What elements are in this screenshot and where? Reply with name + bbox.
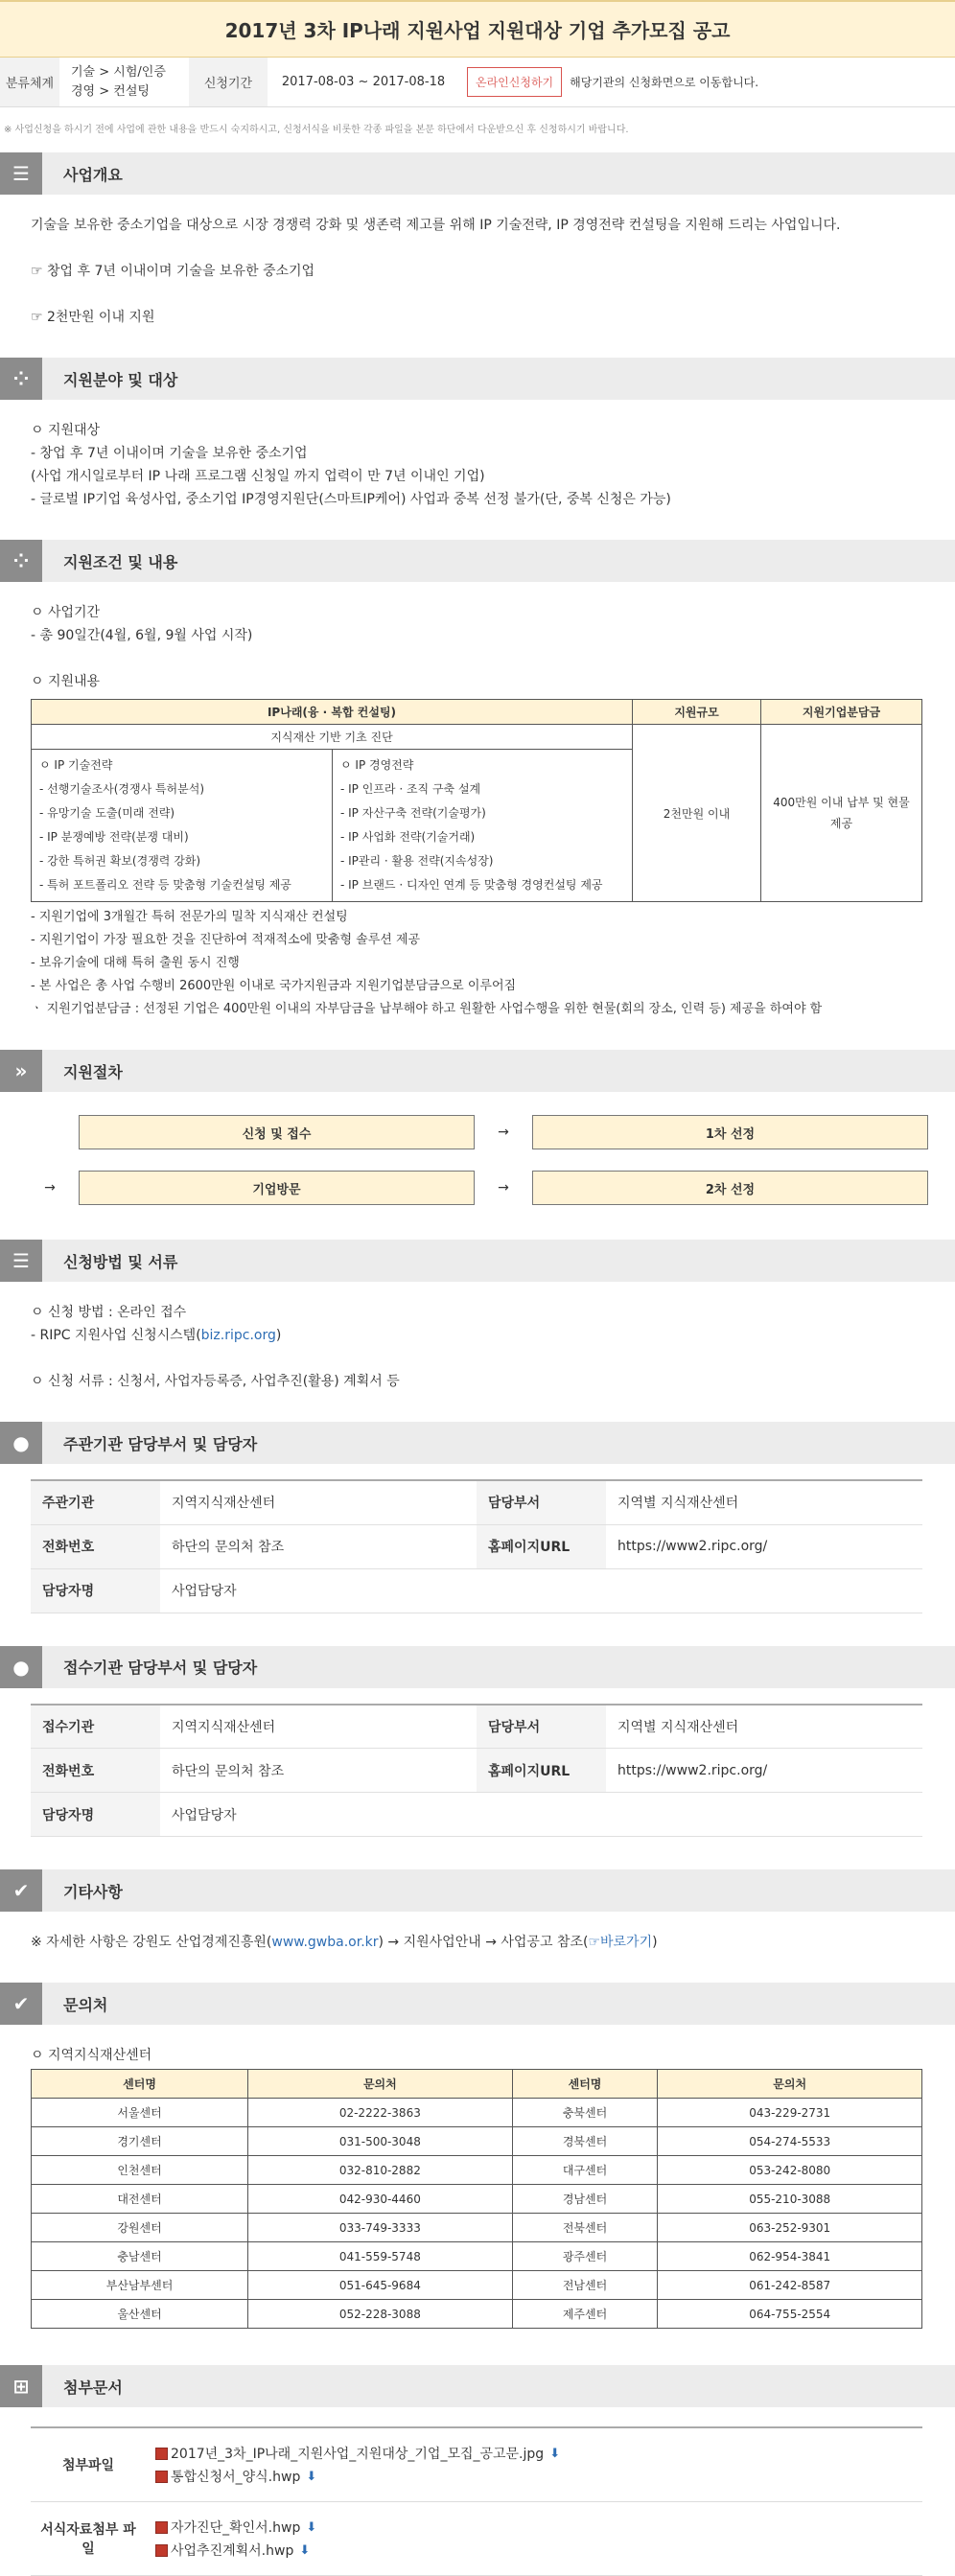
table-cell: 054-274-5533 — [658, 2127, 922, 2156]
procedure-steps — [0, 1092, 955, 1228]
attachment-file[interactable] — [155, 2539, 913, 2562]
table-cell: 서울센터 — [32, 2099, 248, 2127]
table-cell: 031-500-3048 — [248, 2127, 513, 2156]
conditions-text: - 지원기업이 가장 필요한 것을 진단하여 적재적소에 맞춤형 솔루션 제공 — [31, 933, 421, 947]
table-row — [32, 2214, 922, 2242]
section-title: 신청방법 및 서류 — [63, 1252, 178, 1271]
table-cell-text: - 유망기술 도출(미래 전략) — [39, 806, 175, 820]
table-cell-text: - 특허 포트폴리오 전략 등 맞춤형 기술컨설팅 제공 — [39, 878, 291, 892]
step-box: 1차 선정 — [532, 1115, 928, 1149]
info-value: https://www2.ripc.org/ — [606, 1524, 922, 1568]
info-key: 전화번호 — [31, 1749, 160, 1793]
period-value: 2017-08-03 ~ 2017-08-18 — [281, 75, 446, 89]
attachment-file[interactable] — [155, 2465, 913, 2488]
check-icon: ✔ — [0, 1869, 42, 1912]
section-title: 사업개요 — [63, 165, 123, 184]
meta-row — [0, 58, 955, 107]
table-header: 문의처 — [248, 2070, 513, 2099]
document-icon: ☰ — [0, 152, 42, 195]
dots-circle-icon: ⁘ — [0, 358, 42, 400]
tech-strategy-cell — [32, 750, 333, 902]
table-header: 문의처 — [658, 2070, 922, 2099]
table-cell: 제주센터 — [512, 2300, 658, 2329]
table-cell-text: - IP관리 · 활용 전략(지속성장) — [340, 854, 494, 868]
table-cell: 대전센터 — [32, 2185, 248, 2214]
attachment-key: 서식자료첨부 파일 — [31, 2502, 146, 2576]
table-cell: 인천센터 — [32, 2156, 248, 2185]
info-key: 홈페이지URL — [477, 1749, 606, 1793]
table-cell: 경기센터 — [32, 2127, 248, 2156]
method-text-prefix: - RIPC 지원사업 신청시스템( — [31, 1328, 201, 1343]
table-cell: 충남센터 — [32, 2242, 248, 2271]
section-method-header — [0, 1240, 955, 1282]
info-value: 사업담당자 — [160, 1793, 922, 1837]
file-name[interactable]: 통합신청서_양식.hwp — [171, 2470, 301, 2485]
file-icon — [155, 2544, 168, 2557]
table-cell: 043-229-2731 — [658, 2099, 922, 2127]
overview-text: ☞ 2천만원 이내 지원 — [31, 310, 155, 325]
table-cell-text: - IP 분쟁예방 전략(분쟁 대비) — [39, 830, 189, 844]
file-icon — [155, 2521, 168, 2534]
method-text-suffix: ) — [275, 1328, 282, 1343]
table-cell-text: - IP 자산구축 전략(기술평가) — [340, 806, 486, 820]
conditions-text: ㆍ 지원기업분담금 : 선정된 기업은 400만원 이내의 자부담금을 납부해야 하고 원활한 사업수행을 위한 현물(회의 장소, 인력 등) 제공을 하여야 함 — [31, 1002, 823, 1016]
file-icon — [155, 2448, 168, 2460]
download-icon[interactable]: ⬇ — [549, 2446, 561, 2461]
info-key: 주관기관 — [31, 1480, 160, 1524]
period-label: 신청기간 — [189, 58, 268, 106]
contact-body — [0, 2025, 955, 2069]
section-target-header — [0, 358, 955, 400]
table-cell-text: ㅇ IP 기술전략 — [39, 758, 113, 772]
table-cell-text: - 강한 특허권 확보(경쟁력 강화) — [39, 854, 201, 868]
conditions-text: - 지원기업에 3개월간 특허 전문가의 밀착 지식재산 컨설팅 — [31, 910, 348, 924]
table-cell: 061-242-8587 — [658, 2271, 922, 2300]
table-header: 지원기업분담금 — [761, 700, 922, 725]
method-text: ㅇ 신청 서류 : 신청서, 사업자등록증, 사업추진(활용) 계획서 등 — [31, 1374, 400, 1389]
table-cell: 충북센터 — [512, 2099, 658, 2127]
contact-head: ㅇ 지역지식재산센터 — [31, 2048, 152, 2063]
step-row — [0, 1115, 955, 1149]
overview-body — [0, 195, 955, 346]
section-title: 첨부문서 — [63, 2378, 123, 2397]
info-key: 담당부서 — [477, 1705, 606, 1749]
apply-note: 해당기관의 신청화면으로 이동합니다. — [570, 76, 759, 89]
attachment-file[interactable] — [155, 2442, 913, 2465]
section-organizer-header — [0, 1422, 955, 1464]
attachments-table — [31, 2426, 922, 2576]
file-icon — [155, 2471, 168, 2483]
info-key: 전화번호 — [31, 1524, 160, 1568]
person-icon: ● — [0, 1646, 42, 1688]
section-overview-header — [0, 152, 955, 195]
step-box: 신청 및 접수 — [79, 1115, 475, 1149]
conditions-text: - 보유기술에 대해 특허 출원 동시 진행 — [31, 956, 240, 970]
table-row — [32, 2099, 922, 2127]
table-row — [32, 2185, 922, 2214]
plus-icon: ⊞ — [0, 2365, 42, 2407]
info-value: 하단의 문의처 참조 — [160, 1524, 477, 1568]
table-cell: 02-2222-3863 — [248, 2099, 513, 2127]
table-row — [32, 2156, 922, 2185]
section-title: 문의처 — [63, 1995, 108, 2014]
info-value: 지역별 지식재산센터 — [606, 1705, 922, 1749]
dots-circle-icon: ⁘ — [0, 540, 42, 582]
method-text — [31, 1324, 924, 1347]
info-key: 담당자명 — [31, 1793, 160, 1837]
section-attachments-header — [0, 2365, 955, 2407]
table-cell: 063-252-9301 — [658, 2214, 922, 2242]
table-cell-text: ㅇ IP 경영전략 — [340, 758, 414, 772]
table-cell: 경북센터 — [512, 2127, 658, 2156]
file-name[interactable]: 자가진단_확인서.hwp — [171, 2520, 301, 2536]
info-value: 지역지식재산센터 — [160, 1705, 477, 1749]
table-cell: 051-645-9684 — [248, 2271, 513, 2300]
download-icon[interactable]: ⬇ — [299, 2542, 311, 2558]
info-key: 담당자명 — [31, 1568, 160, 1613]
table-cell: 032-810-2882 — [248, 2156, 513, 2185]
section-title: 지원분야 및 대상 — [63, 370, 178, 389]
section-contact-header — [0, 1983, 955, 2025]
etc-text-middle: ) → 지원사업안내 → 사업공고 참조( — [378, 1935, 589, 1950]
organizer-table — [31, 1479, 922, 1613]
table-row — [32, 2127, 922, 2156]
info-key: 홈페이지URL — [477, 1524, 606, 1568]
attachment-key: 첨부파일 — [31, 2427, 146, 2502]
overview-text: 기술을 보유한 중소기업을 대상으로 시장 경쟁력 강화 및 생존력 제고를 위해 IP 기술전략, IP 경영전략 컨설팅을 지원해 드리는 사업입니다. — [31, 218, 841, 233]
overview-text: ☞ 창업 후 7년 이내이며 기술을 보유한 중소기업 — [31, 264, 315, 279]
table-cell: 경남센터 — [512, 2185, 658, 2214]
info-value: https://www2.ripc.org/ — [606, 1749, 922, 1793]
step-box: 기업방문 — [79, 1171, 475, 1205]
download-icon[interactable]: ⬇ — [306, 2519, 317, 2535]
section-procedure-header — [0, 1050, 955, 1092]
table-header: IP나래(융 · 복합 컨설팅) — [32, 700, 633, 725]
target-body — [0, 400, 955, 528]
arrow-right-icon: → — [498, 1180, 509, 1195]
person-icon: ● — [0, 1422, 42, 1464]
etc-text — [31, 1931, 924, 1954]
go-link[interactable]: ☞바로가기 — [588, 1935, 653, 1950]
table-header: 센터명 — [32, 2070, 248, 2099]
table-cell: 지식재산 기반 기초 진단 — [32, 725, 633, 750]
receiver-table — [31, 1704, 922, 1838]
table-cell-text: - IP 브랜드 · 디자인 연계 등 맞춤형 경영컨설팅 제공 — [340, 878, 603, 892]
contact-table — [31, 2069, 922, 2329]
notice-text: ※ 사업신청을 하시기 전에 사업에 관한 내용을 반드시 숙지하시고, 신청서식을 비롯한 각종 파일을 본문 하단에서 다운받으신 후 신청하시기 바랍니다. — [4, 125, 629, 135]
arrow-right-icon: → — [44, 1180, 56, 1195]
table-cell: 부산남부센터 — [32, 2271, 248, 2300]
conditions-text: ㅇ 사업기간 — [31, 605, 101, 620]
section-conditions-header — [0, 540, 955, 582]
conditions-text: - 본 사업은 총 사업 수행비 2600만원 이내로 국가지원금과 지원기업분담금으로 이루어짐 — [31, 979, 517, 993]
ripc-link[interactable]: biz.ripc.org — [200, 1328, 276, 1343]
table-row — [32, 2300, 922, 2329]
attachment-file[interactable] — [155, 2516, 913, 2539]
table-cell: 041-559-5748 — [248, 2242, 513, 2271]
file-name[interactable]: 사업추진계획서.hwp — [171, 2543, 294, 2559]
info-key: 담당부서 — [477, 1480, 606, 1524]
table-cell: 064-755-2554 — [658, 2300, 922, 2329]
conditions-body — [0, 582, 955, 699]
section-title: 기타사항 — [63, 1882, 123, 1901]
category-line: 경영 > 컨설팅 — [71, 83, 150, 99]
section-title: 지원절차 — [63, 1062, 123, 1081]
etc-text-prefix: ※ 자세한 사항은 강원도 산업경제진흥원( — [31, 1935, 272, 1950]
info-value: 지역지식재산센터 — [160, 1480, 477, 1524]
table-cell-text: - IP 사업화 전략(기술거래) — [340, 830, 476, 844]
info-value: 지역별 지식재산센터 — [606, 1480, 922, 1524]
table-cell: 대구센터 — [512, 2156, 658, 2185]
conditions-after — [0, 902, 955, 1038]
target-text: (사업 개시일로부터 IP 나래 프로그램 신청일 까지 업력이 만 7년 이내인 기업) — [31, 469, 485, 484]
table-cell: 강원센터 — [32, 2214, 248, 2242]
contact-rows — [32, 2099, 922, 2329]
info-key: 접수기관 — [31, 1705, 160, 1749]
gwba-link[interactable]: www.gwba.or.kr — [271, 1935, 379, 1950]
table-cell: 400만원 이내 납부 및 현물 제공 — [761, 725, 922, 902]
conditions-text: - 총 90일간(4월, 6월, 9월 사업 시작) — [31, 628, 253, 643]
table-header: 센터명 — [512, 2070, 658, 2099]
table-row — [32, 2271, 922, 2300]
section-title: 접수기관 담당부서 및 담당자 — [63, 1659, 258, 1677]
etc-body — [0, 1912, 955, 1971]
section-title: 지원조건 및 내용 — [63, 552, 178, 571]
mgmt-strategy-cell — [333, 750, 633, 902]
page-title: 2017년 3차 IP나래 지원사업 지원대상 기업 추가모집 공고 — [0, 0, 955, 58]
target-text: ㅇ 지원대상 — [31, 423, 101, 438]
table-cell: 전북센터 — [512, 2214, 658, 2242]
etc-text-suffix: ) — [652, 1935, 658, 1950]
table-cell-text: - IP 인프라 · 조직 구축 설계 — [340, 782, 481, 796]
section-title: 주관기관 담당부서 및 담당자 — [63, 1434, 258, 1453]
support-content-table — [31, 699, 922, 902]
step-box: 2차 선정 — [532, 1171, 928, 1205]
method-text: ㅇ 신청 방법 : 온라인 접수 — [31, 1305, 187, 1320]
category-values — [59, 63, 189, 102]
online-apply-button[interactable]: 온라인신청하기 — [467, 67, 562, 97]
table-row — [32, 2242, 922, 2271]
attachment-files — [146, 2502, 922, 2576]
method-body — [0, 1282, 955, 1410]
download-icon[interactable]: ⬇ — [306, 2469, 317, 2484]
table-cell: 052-228-3088 — [248, 2300, 513, 2329]
fast-forward-icon: » — [0, 1050, 42, 1092]
category-label: 분류체계 — [0, 58, 59, 106]
category-line: 기술 > 시험/인증 — [71, 64, 166, 80]
conditions-text: ㅇ 지원내용 — [31, 674, 101, 689]
target-text: - 창업 후 7년 이내이며 기술을 보유한 중소기업 — [31, 446, 308, 461]
table-cell: 울산센터 — [32, 2300, 248, 2329]
step-row — [0, 1171, 955, 1205]
arrow-right-icon: → — [498, 1125, 509, 1140]
table-cell: 053-242-8080 — [658, 2156, 922, 2185]
table-cell: 전남센터 — [512, 2271, 658, 2300]
table-cell-text: - 선행기술조사(경쟁사 특허분석) — [39, 782, 205, 796]
target-text: - 글로벌 IP기업 육성사업, 중소기업 IP경영지원단(스마트IP케어) 사업과 중복 선정 불가(단, 중복 신청은 가능) — [31, 492, 671, 507]
table-cell: 062-954-3841 — [658, 2242, 922, 2271]
table-cell: 033-749-3333 — [248, 2214, 513, 2242]
table-cell: 광주센터 — [512, 2242, 658, 2271]
check-icon: ✔ — [0, 1983, 42, 2025]
table-cell: 055-210-3088 — [658, 2185, 922, 2214]
section-etc-header — [0, 1869, 955, 1912]
document-icon: ☰ — [0, 1240, 42, 1282]
table-cell: 2천만원 이내 — [633, 725, 761, 902]
table-cell: 042-930-4460 — [248, 2185, 513, 2214]
info-value: 하단의 문의처 참조 — [160, 1749, 477, 1793]
info-value: 사업담당자 — [160, 1568, 922, 1613]
table-header: 지원규모 — [633, 700, 761, 725]
section-receiver-header — [0, 1646, 955, 1688]
file-name[interactable]: 2017년_3차_IP나래_지원사업_지원대상_기업_모집_공고문.jpg — [171, 2447, 545, 2462]
attachment-files — [146, 2427, 922, 2502]
